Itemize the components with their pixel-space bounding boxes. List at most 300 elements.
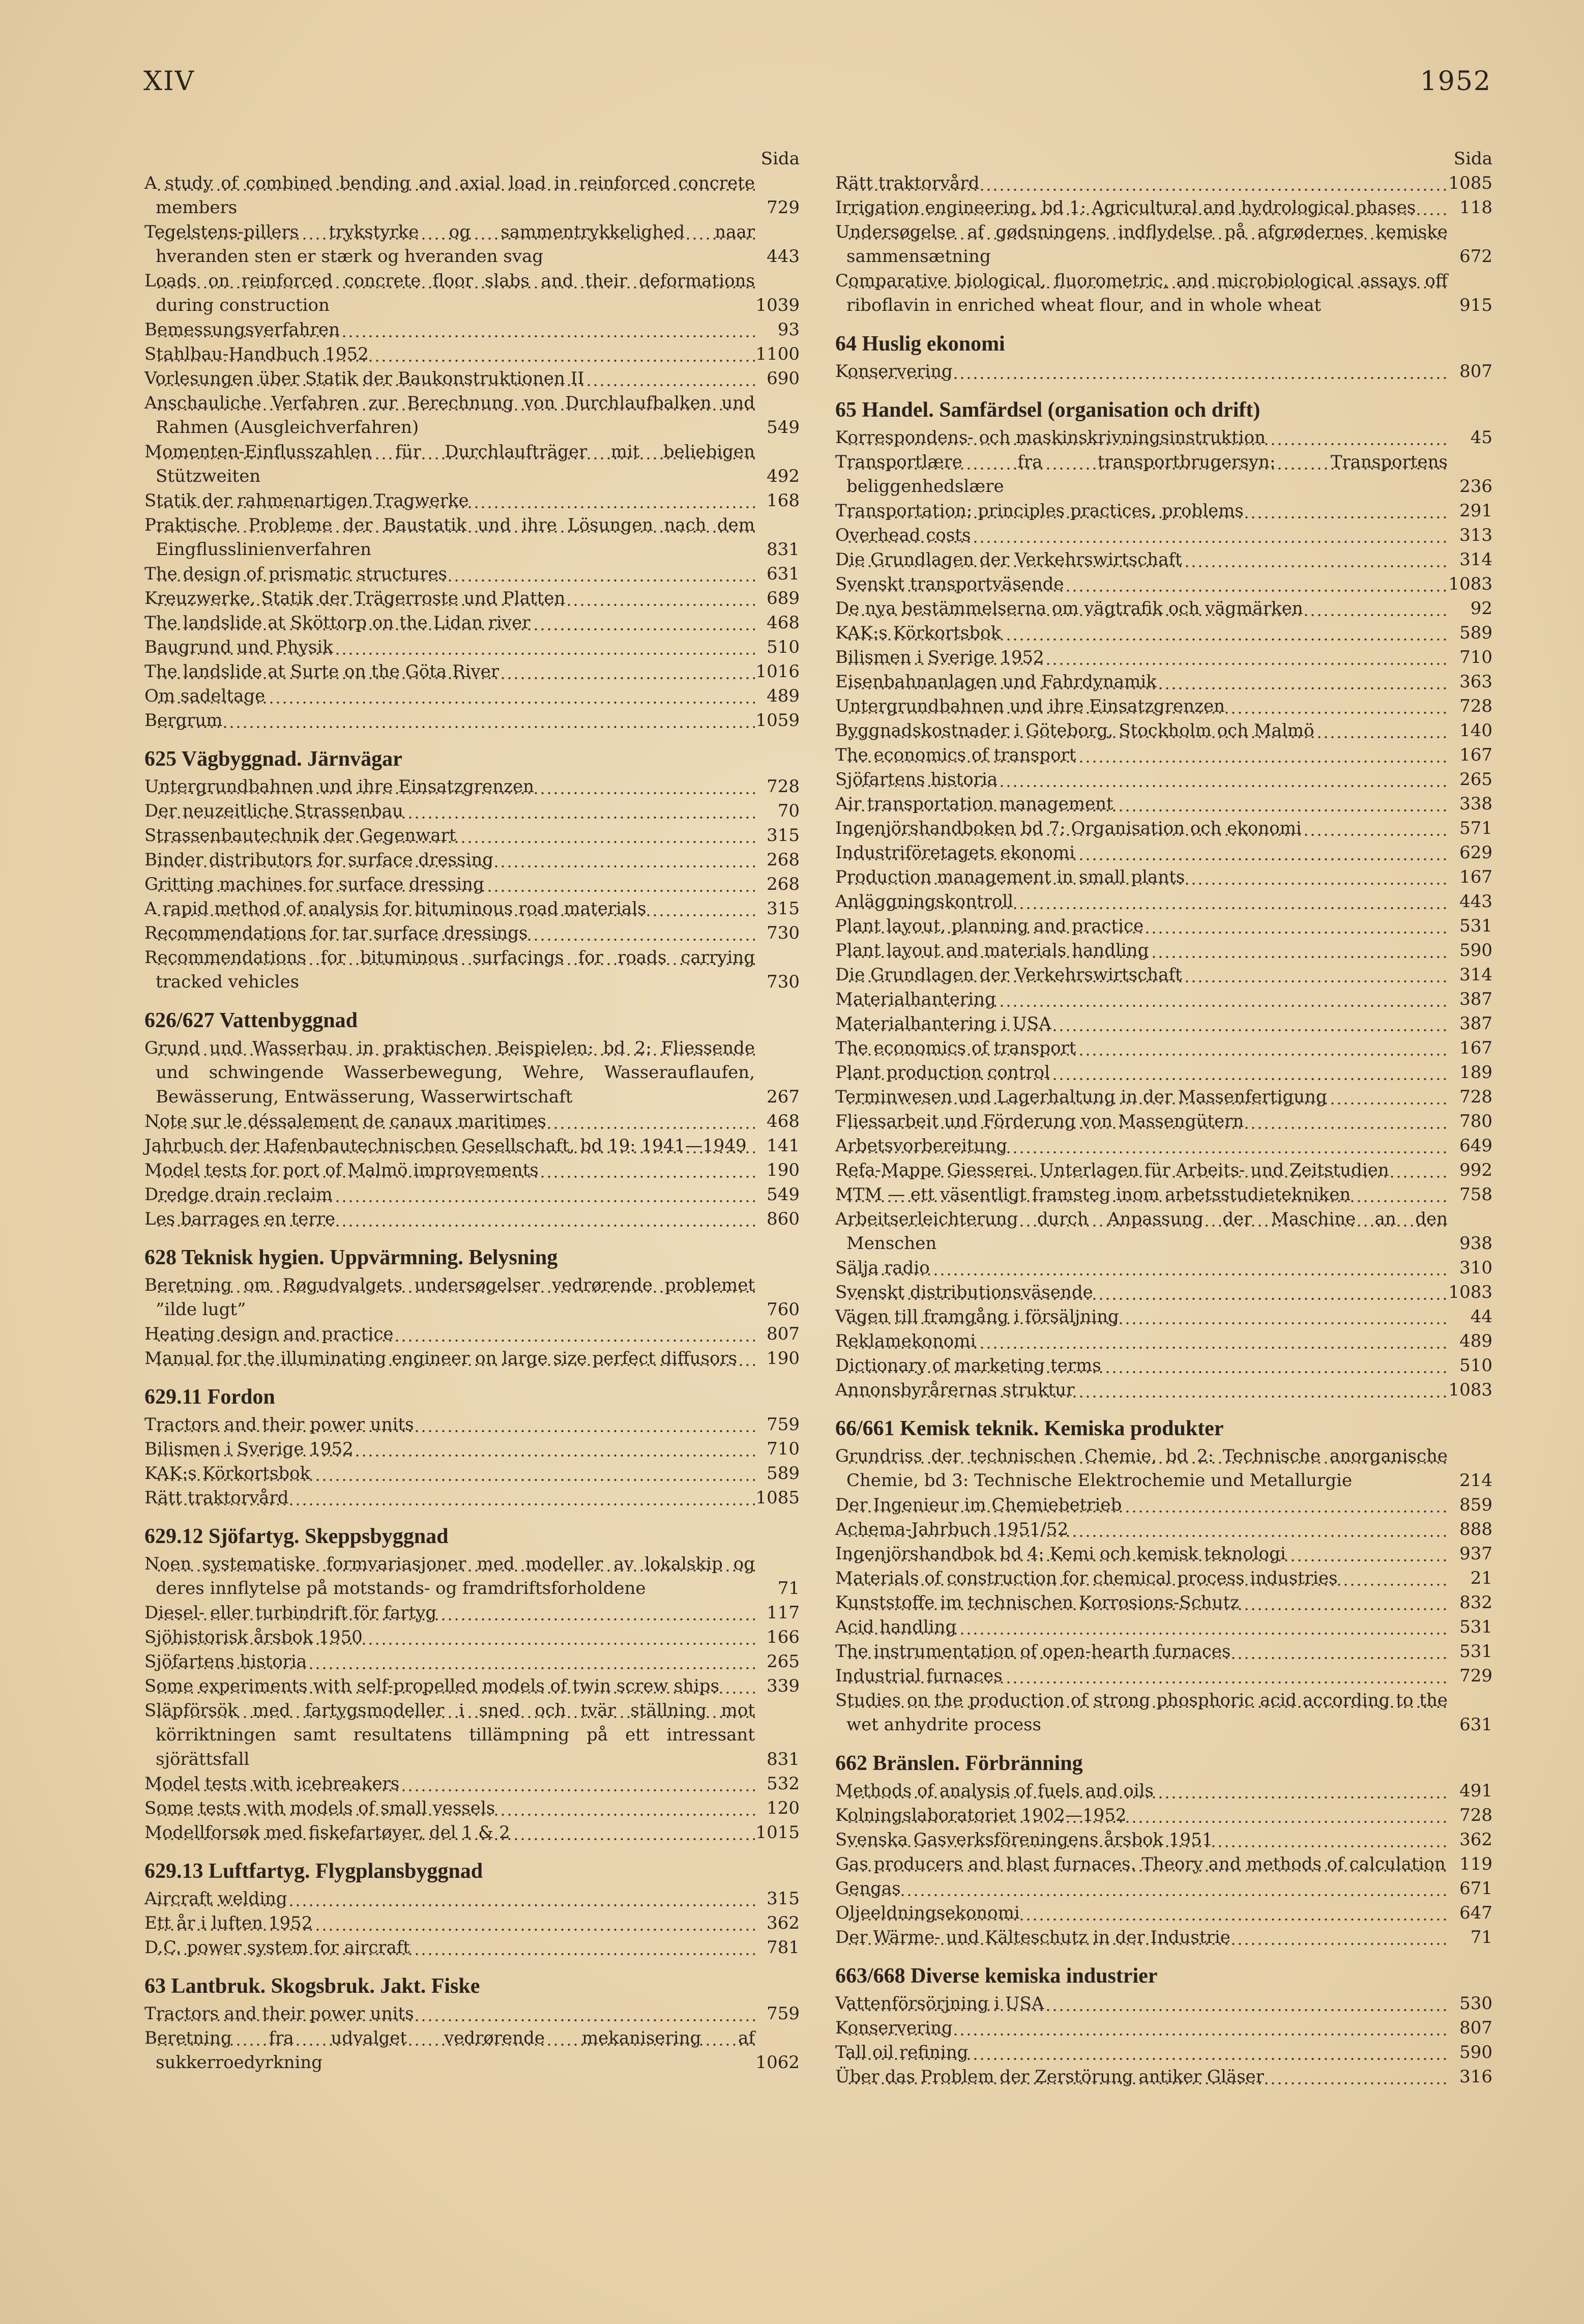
entry-page-number: 387 (1459, 1013, 1492, 1034)
entry-page-number: 268 (767, 874, 800, 894)
entry-title: Byggnadskostnader i Göteborg, Stockholm och Malmö (846, 718, 1448, 743)
entry-page-number: 710 (1459, 647, 1492, 667)
entry-page-number: 166 (767, 1627, 800, 1647)
index-entry (835, 1182, 1492, 1207)
entry-title: Om sadeltage (156, 684, 755, 708)
entry-page-number: 859 (1459, 1495, 1492, 1515)
entry-title: Bemessungsverfahren (156, 317, 755, 342)
index-entry (835, 914, 1492, 938)
entry-page-number: 338 (1459, 794, 1492, 814)
index-section (835, 1962, 1492, 2089)
entry-title: Dictionary of marketing terms (846, 1353, 1448, 1378)
section-title: 629.11 Fordon (144, 1385, 275, 1409)
entry-page-number: 468 (767, 1111, 800, 1131)
index-entry (144, 586, 800, 611)
entry-title: Arbetsvorbereitung (846, 1134, 1448, 1158)
entry-page-number: 141 (767, 1136, 800, 1156)
entry-title: Methods of analysis of fuels and oils (846, 1779, 1448, 1803)
entry-page-number: 118 (1459, 197, 1492, 218)
entry-page-number: 315 (767, 825, 800, 846)
entry-title: Les barrages en terre (156, 1207, 755, 1231)
index-entry (144, 1886, 800, 1911)
index-entry (835, 572, 1492, 596)
entry-page-number: 807 (767, 1324, 800, 1344)
entry-page-number: 759 (767, 2003, 800, 2024)
entry-page-number: 190 (767, 1348, 800, 1369)
entry-page-number: 549 (767, 417, 800, 438)
entry-page-number: 672 (1459, 246, 1492, 267)
index-section (144, 171, 800, 733)
entry-title: Comparative biological, fluorometric, and microbiological assays off riboflavin in enriched wheat flour, and in whole wheat (846, 269, 1448, 317)
index-entry (835, 645, 1492, 670)
section-title: 629.12 Sjöfartyg. Skeppsbyggnad (144, 1525, 449, 1548)
entry-page-number: 1083 (1448, 1282, 1492, 1302)
index-section (144, 1006, 800, 1231)
index-entry (144, 1158, 800, 1182)
entry-page-number: 510 (1459, 1355, 1492, 1376)
entry-page-number: 629 (1459, 843, 1492, 863)
entry-page-number: 363 (1459, 672, 1492, 692)
index-entry (835, 889, 1492, 914)
sida-label-left: Sida (760, 149, 800, 169)
entry-page-number: 807 (1459, 2018, 1492, 2038)
section-title: 64 Huslig ekonomi (835, 332, 1005, 356)
index-section (144, 1243, 800, 1371)
index-entry (835, 987, 1492, 1011)
entry-page-number: 45 (1470, 427, 1492, 448)
entry-title: Loads on reinforced concrete floor slabs and their deformations during construction (156, 269, 755, 317)
entry-title: Kunststoffe im technischen Korrosions-Schutz (846, 1590, 1448, 1615)
entry-page-number: 268 (767, 850, 800, 870)
entry-title: Beretning om Røgudvalgets undersøgelser vedrørende problemet ”ilde lugt” (156, 1273, 755, 1322)
entry-title: Momenten-Einflusszahlen für Durchlaufträger mit beliebigen Stützweiten (156, 440, 755, 488)
entry-page-number: 915 (1459, 295, 1492, 315)
index-entry (144, 1911, 800, 1935)
index-entry (835, 1256, 1492, 1280)
entry-title: Industriföretagets ekonomi (846, 840, 1448, 865)
entry-title: Model tests for port of Malmö improvements (156, 1158, 755, 1182)
entry-page-number: 443 (767, 246, 800, 267)
index-entry (144, 708, 800, 733)
entry-title: KAK:s Körkortsbok (846, 621, 1448, 645)
entry-page-number: 729 (767, 197, 800, 218)
index-entry (144, 611, 800, 635)
entry-title: Plant production control (846, 1060, 1448, 1085)
entry-page-number: 167 (1459, 1038, 1492, 1058)
index-entry (144, 1649, 800, 1674)
entry-title: Heating design and practice (156, 1322, 755, 1346)
entry-title: Aircraft welding (156, 1886, 755, 1911)
index-entry (835, 1803, 1492, 1827)
entry-title: Studies on the production of strong phosphoric acid according to the wet anhydrite process (846, 1688, 1448, 1737)
index-entry (144, 823, 800, 848)
entry-title: Praktische Probleme der Baustatik und ihre Lösungen nach dem Eingflusslinienverfahren (156, 513, 755, 562)
entry-page-number: 730 (767, 923, 800, 943)
entry-page-number: 362 (1459, 1829, 1492, 1850)
entry-page-number: 807 (1459, 361, 1492, 382)
index-entry (835, 1542, 1492, 1566)
entry-page-number: 758 (1459, 1184, 1492, 1205)
index-entry (835, 1378, 1492, 1402)
entry-page-number: 443 (1459, 891, 1492, 912)
entry-title: Fliessarbeit und Förderung von Massengütern (846, 1109, 1448, 1134)
entry-title: Grund und Wasserbau in praktischen Beispielen: bd 2: Fliessende und schwingende Wasserbewegung, Wehre, Wasserauflaufen, Bewässerung, Entwässerung, Wasserwirtschaft (156, 1036, 755, 1109)
index-entry (144, 1552, 800, 1601)
entry-title: Konservering (846, 359, 1448, 384)
entry-page-number: 647 (1459, 1903, 1492, 1923)
index-entry (144, 1182, 800, 1207)
index-entry (835, 840, 1492, 865)
entry-page-number: 314 (1459, 965, 1492, 985)
index-entry (835, 523, 1492, 547)
entry-page-number: 310 (1459, 1258, 1492, 1278)
entry-title: Plant layout and materials handling (846, 938, 1448, 963)
index-entry (144, 921, 800, 945)
index-entry (835, 1590, 1492, 1615)
entry-title: Stahlbau-Handbuch 1952 (156, 342, 755, 366)
index-entry (144, 896, 800, 921)
entry-page-number: 1059 (755, 710, 800, 731)
entry-page-number: 831 (767, 1749, 800, 1769)
entry-page-number: 531 (1459, 1641, 1492, 1662)
index-section (835, 1749, 1492, 1950)
entry-title: The instrumentation of open-hearth furnaces (846, 1639, 1448, 1664)
index-entry (144, 945, 800, 994)
index-entry (144, 1771, 800, 1796)
index-entry (835, 1925, 1492, 1950)
entry-page-number: 531 (1459, 1617, 1492, 1637)
entry-title: Materialhantering (846, 987, 1448, 1011)
entry-title: Achema-Jahrbuch 1951/52 (846, 1517, 1448, 1542)
entry-page-number: 190 (767, 1160, 800, 1180)
entry-page-number: 549 (767, 1184, 800, 1205)
entry-title: Binder distributors for surface dressing (156, 848, 755, 872)
entry-title: Strassenbautechnik der Gegenwart (156, 823, 755, 848)
sida-label-right: Sida (1453, 149, 1492, 169)
entry-title: Svenskt transportväsende (846, 572, 1448, 596)
entry-title: Ett år i luften 1952 (156, 1911, 755, 1935)
section-title: 625 Vägbyggnad. Järnvägar (144, 747, 402, 771)
section-title: 662 Bränslen. Förbränning (835, 1752, 1083, 1775)
entry-page-number: 189 (1459, 1062, 1492, 1083)
section-title: 63 Lantbruk. Skogsbruk. Jakt. Fiske (144, 1974, 480, 1998)
section-title: 65 Handel. Samfärdsel (organisation och drift) (835, 398, 1260, 422)
entry-page-number: 313 (1459, 525, 1492, 545)
entry-title: A study of combined bending and axial load in reinforced concrete members (156, 171, 755, 220)
entry-title: Terminwesen und Lagerhaltung in der Massenfertigung (846, 1085, 1448, 1109)
entry-title: Vägen till framgång i försäljning (846, 1304, 1448, 1329)
entry-page-number: 492 (767, 466, 800, 486)
entry-page-number: 689 (767, 588, 800, 608)
entry-page-number: 120 (767, 1798, 800, 1818)
index-entry (144, 1437, 800, 1461)
index-entry (835, 1901, 1492, 1925)
entry-page-number: 831 (767, 539, 800, 560)
entry-page-number: 1016 (755, 661, 800, 682)
index-entry (144, 1935, 800, 1960)
entry-page-number: 760 (767, 1299, 800, 1320)
entry-title: The economics of transport (846, 743, 1448, 767)
index-section (835, 1414, 1492, 1737)
entry-title: Untergrundbahnen und ihre Einsatzgrenzen (156, 774, 755, 799)
index-section (144, 1383, 800, 1510)
entry-title: Korrespondens- och maskinskrivningsinstruktion (846, 425, 1448, 450)
index-entry (835, 743, 1492, 767)
entry-title: Svenskt distributionsväsende (846, 1280, 1448, 1304)
entry-page-number: 937 (1459, 1544, 1492, 1564)
entry-page-number: 728 (1459, 1805, 1492, 1825)
index-entry (835, 1517, 1492, 1542)
index-entry (144, 440, 800, 488)
entry-page-number: 489 (1459, 1331, 1492, 1351)
entry-title: MTM — ett väsentligt framsteg inom arbetsstudietekniken (846, 1182, 1448, 1207)
index-entry (835, 621, 1492, 645)
index-entry (144, 562, 800, 586)
entry-title: Overhead costs (846, 523, 1448, 547)
entry-title: Tractors and their power units (156, 2001, 755, 2026)
index-entry (835, 171, 1492, 195)
entry-title: Jahrbuch der Hafenbautechnischen Gesellschaft, bd 19: 1941—1949 (156, 1134, 755, 1158)
index-entry (835, 1639, 1492, 1664)
entry-title: Rätt traktorvård (846, 171, 1448, 195)
index-entry (835, 359, 1492, 384)
entry-page-number: 387 (1459, 989, 1492, 1009)
index-entry (144, 1412, 800, 1437)
index-entry (144, 1486, 800, 1510)
entry-page-number: 1083 (1448, 574, 1492, 594)
entry-page-number: 315 (767, 1889, 800, 1909)
index-section (835, 330, 1492, 384)
index-entry (835, 1329, 1492, 1353)
section-title: 628 Teknisk hygien. Uppvärmning. Belysning (144, 1246, 558, 1269)
index-section (144, 1522, 800, 1845)
entry-title: De nya bestämmelserna om vägtrafik och vägmärken (846, 596, 1448, 621)
index-entry (144, 2026, 800, 2075)
index-entry (835, 195, 1492, 220)
entry-title: Production management in small plants (846, 865, 1448, 889)
index-entry (144, 1273, 800, 1322)
index-entry (835, 1304, 1492, 1329)
index-entry (835, 450, 1492, 499)
entry-title: Acid handling (846, 1615, 1448, 1639)
entry-page-number: 690 (767, 368, 800, 389)
index-entry (835, 1353, 1492, 1378)
index-entry (835, 694, 1492, 718)
entry-title: Transportlære fra transportbrugersyn: Transportens beliggenhedslære (846, 450, 1448, 499)
entry-title: Some experiments with self-propelled models of twin screw ships (156, 1674, 755, 1698)
entry-title: The design of prismatic structures (156, 562, 755, 586)
index-entry (835, 1134, 1492, 1158)
entry-title: Sälja radio (846, 1256, 1448, 1280)
entry-page-number: 140 (1459, 720, 1492, 741)
index-entry (144, 317, 800, 342)
index-entry (835, 547, 1492, 572)
index-entry (144, 774, 800, 799)
index-entry (835, 1493, 1492, 1517)
entry-title: Diesel- eller turbindrift för fartyg (156, 1601, 755, 1625)
entry-title: Reklamekonomi (846, 1329, 1448, 1353)
entry-title: Sjöhistorisk årsbok 1950 (156, 1625, 755, 1649)
index-entry (835, 792, 1492, 816)
entry-page-number: 265 (767, 1651, 800, 1672)
entry-page-number: 315 (767, 898, 800, 919)
entry-page-number: 119 (1459, 1854, 1492, 1874)
entry-title: Tractors and their power units (156, 1412, 755, 1437)
entry-title: Annonsbyrårernas struktur (846, 1378, 1448, 1402)
index-entry (835, 2040, 1492, 2065)
index-entry (835, 1991, 1492, 2016)
index-section (144, 1972, 800, 2075)
entry-title: Modellforsøk med fiskefartøyer, del 1 & 2 (156, 1820, 755, 1845)
entry-title: Ingenjörshandbok bd 4: Kemi och kemisk teknologi (846, 1542, 1448, 1566)
index-entry (835, 1615, 1492, 1639)
header-year: 1952 (1420, 66, 1491, 97)
entry-page-number: 710 (767, 1439, 800, 1459)
left-column (144, 147, 800, 2075)
entry-title: Materialhantering i USA (846, 1011, 1448, 1036)
right-column (835, 147, 1492, 2089)
index-entry (144, 635, 800, 659)
index-entry (835, 1664, 1492, 1688)
entry-page-number: 759 (767, 1414, 800, 1435)
entry-title: Model tests with icebreakers (156, 1771, 755, 1796)
entry-page-number: 1039 (755, 295, 800, 315)
entry-title: Grundriss der technischen Chemie, bd 2: Technische anorganische Chemie, bd 3: Technische Elektrochemie und Metallurgie (846, 1444, 1448, 1493)
entry-title: Über das Problem der Zerstörung antiker Gläser (846, 2065, 1448, 2089)
entry-page-number: 167 (1459, 867, 1492, 887)
entry-page-number: 532 (767, 1774, 800, 1794)
entry-title: Sjöfartens historia (846, 767, 1448, 792)
index-entry (835, 1688, 1492, 1737)
entry-title: Dredge drain reclaim (156, 1182, 755, 1207)
entry-title: Gas producers and blast furnaces. Theory and methods of calculation (846, 1852, 1448, 1876)
entry-page-number: 781 (767, 1937, 800, 1958)
entry-title: Der Wärme- und Kälteschutz in der Industrie (846, 1925, 1448, 1950)
entry-page-number: 267 (767, 1087, 800, 1107)
entry-page-number: 590 (1459, 2042, 1492, 2062)
index-section (835, 396, 1492, 1402)
entry-title: Kreuzwerke, Statik der Trägerroste und Platten (156, 586, 755, 611)
index-entry (144, 391, 800, 440)
entry-title: Die Grundlagen der Verkehrswirtschaft (846, 547, 1448, 572)
entry-title: Oljeeldningsekonomi (846, 1901, 1448, 1925)
index-entry (835, 1036, 1492, 1060)
entry-page-number: 1083 (1448, 1380, 1492, 1400)
entry-page-number: 491 (1459, 1781, 1492, 1801)
index-entry (835, 1566, 1492, 1590)
index-entry (835, 425, 1492, 450)
entry-page-number: 168 (767, 490, 800, 511)
entry-page-number: 44 (1470, 1306, 1492, 1327)
index-entry (835, 718, 1492, 743)
entry-title: Der neuzeitliche Strassenbau (156, 799, 755, 823)
entry-page-number: 571 (1459, 818, 1492, 838)
index-entry (144, 366, 800, 391)
entry-title: Recommendations for bituminous surfacings for roads carrying tracked vehicles (156, 945, 755, 994)
entry-title: Untergrundbahnen und ihre Einsatzgrenzen (846, 694, 1448, 718)
index-entry (835, 865, 1492, 889)
index-entry (835, 1827, 1492, 1852)
entry-title: The landslide at Surte on the Göta River (156, 659, 755, 684)
index-entry (835, 1109, 1492, 1134)
entry-page-number: 314 (1459, 549, 1492, 570)
entry-title: Materials of construction for chemical process industries (846, 1566, 1448, 1590)
entry-page-number: 1100 (755, 344, 800, 364)
index-entry (835, 1207, 1492, 1256)
entry-title: Der Ingenieur im Chemiebetrieb (846, 1493, 1448, 1517)
index-entry (144, 1625, 800, 1649)
index-entry (144, 799, 800, 823)
index-entry (835, 1280, 1492, 1304)
entry-title: Vorlesungen über Statik der Baukonstruktionen II (156, 366, 755, 391)
entry-title: Irrigation engineering, bd 1: Agricultural and hydrological phases (846, 195, 1448, 220)
index-entry (144, 848, 800, 872)
entry-title: Svenska Gasverksföreningens årsbok 1951 (846, 1827, 1448, 1852)
entry-page-number: 71 (1470, 1927, 1492, 1948)
entry-title: A rapid method of analysis for bituminous road materials (156, 896, 755, 921)
entry-title: Transportation: principles practices, problems (846, 499, 1448, 523)
index-section (144, 745, 800, 994)
index-entry (835, 670, 1492, 694)
index-entry (144, 684, 800, 708)
index-entry (835, 1876, 1492, 1901)
entry-title: The economics of transport (846, 1036, 1448, 1060)
entry-page-number: 729 (1459, 1666, 1492, 1686)
entry-page-number: 70 (777, 801, 800, 821)
entry-title: Släpförsök med fartygsmodeller i sned och tvär ställning mot körriktningen samt resultatens tillämpning på ett intressant sjörättsfall (156, 1698, 755, 1771)
entry-title: Refa-Mappe Giesserei. Unterlagen für Arbeits- und Zeitstudien (846, 1158, 1448, 1182)
entry-page-number: 860 (767, 1209, 800, 1229)
entry-title: Rätt traktorvård (156, 1486, 755, 1510)
index-entry (835, 1779, 1492, 1803)
index-entry (835, 1085, 1492, 1109)
entry-title: Ingenjörshandboken bd 7: Organisation och ekonomi (846, 816, 1448, 840)
entry-page-number: 888 (1459, 1519, 1492, 1539)
entry-title: Kolningslaboratoriet 1902—1952 (846, 1803, 1448, 1827)
entry-page-number: 531 (1459, 916, 1492, 936)
entry-page-number: 21 (1470, 1568, 1492, 1588)
entry-page-number: 167 (1459, 745, 1492, 765)
entry-page-number: 1085 (755, 1488, 800, 1508)
entry-title: Industrial furnaces (846, 1664, 1448, 1688)
entry-title: Die Grundlagen der Verkehrswirtschaft (846, 963, 1448, 987)
index-section (835, 171, 1492, 317)
entry-page-number: 780 (1459, 1111, 1492, 1131)
entry-title: Gengas (846, 1876, 1448, 1901)
entry-page-number: 938 (1459, 1233, 1492, 1254)
entry-title: Beretning fra udvalget vedrørende mekanisering af sukkerroedyrkning (156, 2026, 755, 2075)
entry-page-number: 530 (1459, 1993, 1492, 2014)
entry-page-number: 1015 (755, 1822, 800, 1843)
entry-title: Statik der rahmenartigen Tragwerke (156, 488, 755, 513)
entry-page-number: 92 (1470, 598, 1492, 619)
index-entry (835, 220, 1492, 269)
entry-page-number: 214 (1459, 1470, 1492, 1491)
entry-title: Eisenbahnanlagen und Fahrdynamik (846, 670, 1448, 694)
entry-title: Undersøgelse af gødsningens indflydelse på afgrødernes kemiske sammensætning (846, 220, 1448, 269)
entry-page-number: 649 (1459, 1136, 1492, 1156)
index-entry (835, 499, 1492, 523)
section-title: 663/668 Diverse kemiska industrier (835, 1964, 1158, 1988)
index-section (144, 1857, 800, 1960)
index-entry (835, 1444, 1492, 1493)
entry-title: Arbeitserleichterung durch Anpassung der Maschine an den Menschen (846, 1207, 1448, 1256)
entry-page-number: 236 (1459, 476, 1492, 497)
index-entry (835, 1060, 1492, 1085)
entry-page-number: 339 (767, 1676, 800, 1696)
index-entry (835, 963, 1492, 987)
entry-title: Some tests with models of small vessels (156, 1796, 755, 1820)
